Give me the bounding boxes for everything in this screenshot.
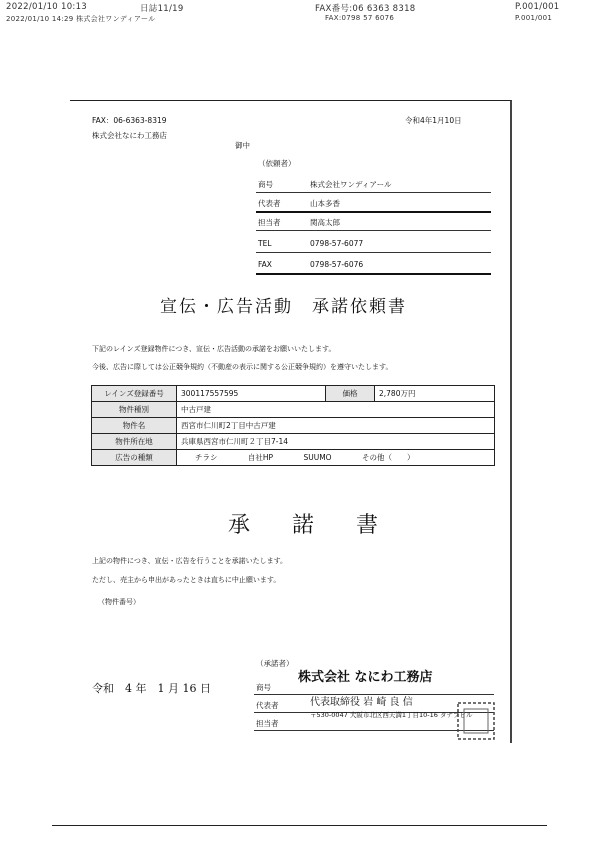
- signer-label: 担当者: [256, 719, 279, 728]
- acceptance-body-2: ただし、売主から申出があったときは直ちに中止願います。: [92, 576, 281, 584]
- type-label: 物件種別: [92, 402, 177, 418]
- consent-heading: （承諾者）: [256, 659, 294, 668]
- reins-label: レインズ登録番号: [92, 386, 177, 402]
- requester-label: FAX: [258, 260, 272, 269]
- name-label: 物件名: [92, 418, 177, 434]
- requester-row-staff: [256, 214, 491, 231]
- requester-value: 0798-57-6077: [310, 239, 364, 248]
- fax-header-number-2: FAX:0798 57 6076: [325, 14, 395, 22]
- requester-label: 商号: [258, 180, 273, 189]
- fax-header-timestamp-2: 2022/01/10 14:29 株式会社ワンディアール: [6, 15, 156, 23]
- addressee-suffix: 御中: [235, 141, 250, 150]
- table-row: [92, 434, 495, 450]
- media-options: [177, 450, 495, 466]
- acceptance-body-1: 上記の物件につき、宣伝・広告を行うことを承諾いたします。: [92, 557, 288, 565]
- requester-label: 担当者: [258, 218, 281, 227]
- requester-heading: （依頼者）: [258, 159, 296, 168]
- requester-value: 関高太郎: [310, 218, 340, 227]
- acceptance-note: （物件番号）: [98, 598, 140, 606]
- requester-value: 0798-57-6076: [310, 260, 364, 269]
- table-row: [92, 386, 495, 402]
- requester-value: 株式会社ワンディアール: [310, 180, 392, 189]
- acceptance-title-char: 書: [356, 513, 379, 538]
- price-value: 2,780万円: [375, 386, 495, 402]
- signer-label: 商号: [256, 683, 271, 692]
- table-row: [92, 402, 495, 418]
- acceptance-title-char: 承: [228, 513, 251, 538]
- property-info-table: [91, 385, 495, 466]
- requester-label: 代表者: [258, 199, 281, 208]
- addressee-company: 株式会社なにわ工務店: [92, 131, 167, 140]
- fax-header-timestamp: 2022/01/10 10:13: [6, 2, 87, 12]
- requester-row-representative: [256, 195, 491, 213]
- signer-representative-stamp: 代表取締役 岩 崎 良 信: [310, 697, 413, 708]
- media-option: チラシ: [195, 453, 218, 462]
- type-value: 中古戸建: [177, 402, 495, 418]
- requester-row-tel: [256, 236, 491, 253]
- price-label: 価格: [326, 386, 375, 402]
- address-value: 兵庫県西宮市仁川町２丁目7-14: [177, 434, 495, 450]
- signature-date: 令和 4 年 1 月 16 日: [92, 682, 211, 695]
- signer-address-stamp: 〒530-0047 大阪市北区西天満1丁目10-16 タナブビル: [310, 711, 473, 719]
- acceptance-title: [228, 508, 420, 539]
- page-bottom-rule: [52, 825, 547, 826]
- table-row: [92, 418, 495, 434]
- fax-number: FAX：06-6363-8319: [92, 116, 167, 125]
- media-option: SUUMO: [303, 453, 332, 462]
- table-row: [92, 450, 495, 466]
- name-value: 西宮市仁川町2丁目中古戸建: [177, 418, 495, 434]
- signer-label: 代表者: [256, 701, 279, 710]
- media-label: 広告の種類: [92, 450, 177, 466]
- requester-label: TEL: [258, 239, 272, 248]
- document-date: 令和4年1月10日: [405, 116, 462, 125]
- requester-row-company: [256, 176, 491, 193]
- fax-header-sender: 日誌11/19: [140, 4, 184, 14]
- intro-text-2: 今後、広告に際しては公正競争規約（不動産の表示に関する公正競争規約）を遵守いたします。: [92, 363, 393, 371]
- signer-company-stamp: 株式会社 なにわ工務店: [298, 670, 433, 685]
- requester-value: 山本多香: [310, 199, 340, 208]
- media-option: 自社HP: [247, 453, 274, 462]
- fax-header-number: FAX番号:06 6363 8318: [315, 4, 416, 14]
- company-seal-icon: [455, 700, 497, 742]
- media-option: その他（ ）: [361, 453, 415, 462]
- intro-text-1: 下記のレインズ登録物件につき、宣伝・広告活動の承諾をお願いいたします。: [92, 345, 336, 353]
- fax-header-page: P.001/001: [515, 2, 560, 12]
- acceptance-title-char: 諾: [292, 513, 315, 538]
- address-label: 物件所在地: [92, 434, 177, 450]
- fax-header-page-2: P.001/001: [515, 14, 553, 22]
- reins-value: 300117557595: [177, 386, 326, 402]
- document-title: 宣伝・広告活動 承諾依頼書: [160, 297, 407, 317]
- requester-row-fax: [256, 257, 491, 275]
